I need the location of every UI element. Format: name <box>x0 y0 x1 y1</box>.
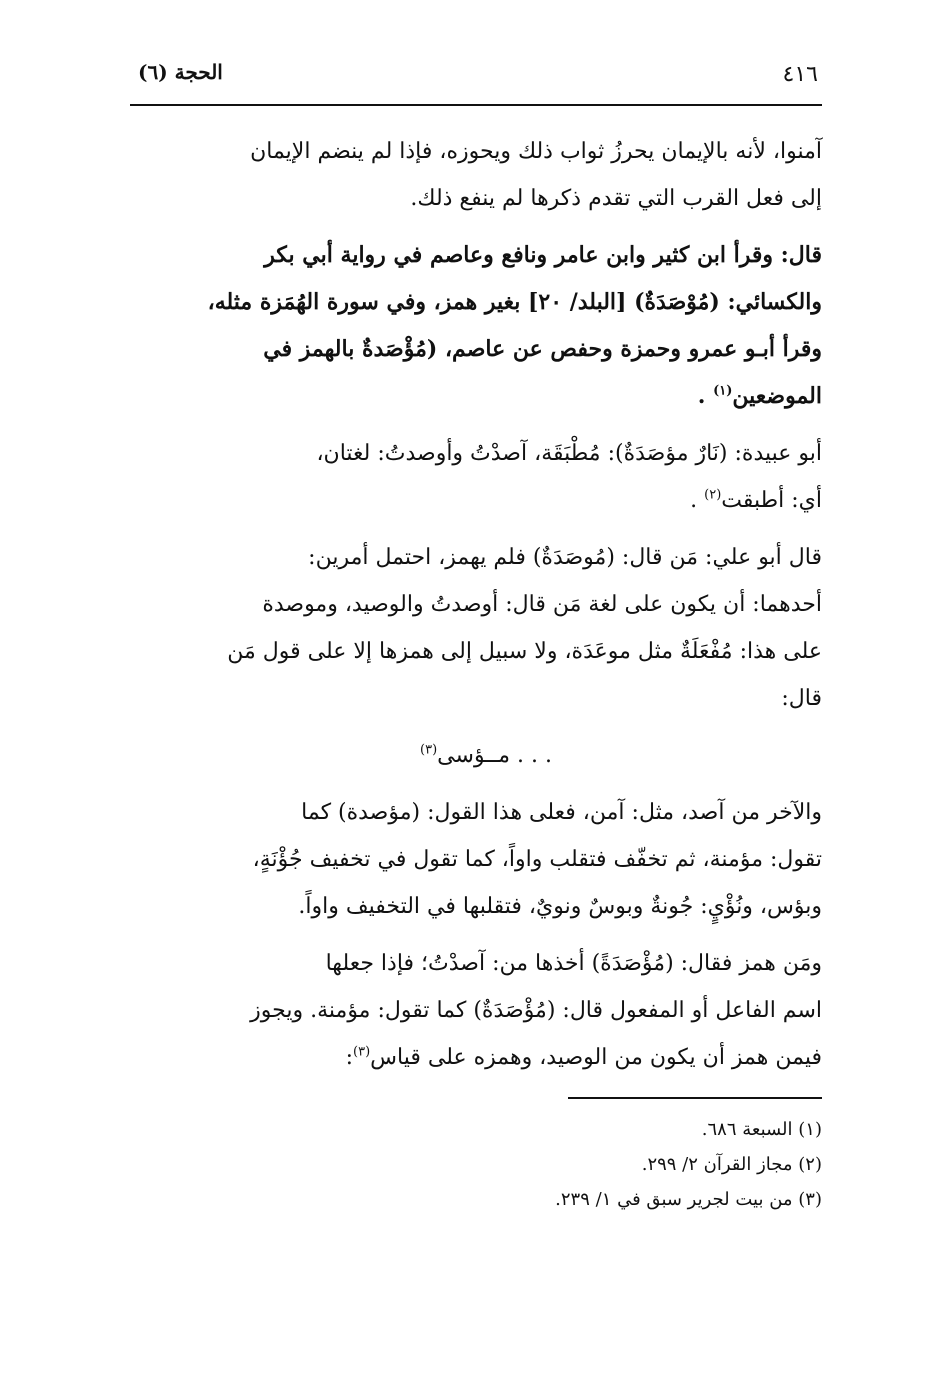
paragraph-bold <box>150 232 822 420</box>
text-line <box>150 1034 822 1081</box>
line-tail: : <box>345 1045 354 1070</box>
text-line: وقرأ أبـو عمرو وحمزة وحفص عن عاصم، (مُؤْصَدةٌ بالهمز في <box>263 336 822 362</box>
text-line: وبؤس، ونُؤْيٍ: جُونةٌ وبوسٌ ونويٌ، فتقلبها في التخفيف واواً. <box>298 894 822 919</box>
footnote-rule <box>568 1097 822 1099</box>
text-line: والكسائي: (مُوْصَدَةٌ) [البلد/ ٢٠] بغير همز، وفي سورة الهُمَزة مثله، <box>207 289 822 315</box>
page-number: ٤١٦ <box>782 62 818 87</box>
footnote: (٣) من بيت لجرير سبق في ١/ ٢٣٩. <box>555 1189 822 1210</box>
text-line: آمنوا، لأنه بالإيمان يحرزُ ثواب ذلك ويحوزه، فإذا لم ينضم الإيمان <box>250 139 822 164</box>
page-header <box>130 52 822 102</box>
text-line: تقول: مؤمنة، ثم تخفّف فتقلب واواً، كما تقول في تخفيف جُؤْنَةٍ، <box>252 847 822 872</box>
footnotes <box>322 1112 822 1217</box>
verse-quote <box>150 732 822 779</box>
line-text: أي: أطبقت <box>721 488 822 513</box>
header-rule <box>130 104 822 106</box>
text-line: أحدهما: أن يكون على لغة مَن قال: أوصدتُ والوصيد، وموصدة <box>262 592 822 617</box>
text-line: إلى فعل القرب التي تقدم ذكرها لم ينفع ذلك. <box>410 186 822 211</box>
text-line: قال: وقرأ ابن كثير وابن عامر ونافع وعاصم في رواية أبي بكر <box>264 242 822 268</box>
text-line: اسم الفاعل أو المفعول قال: (مُؤْصَدَةٌ) كما تقول: مؤمنة. ويجوز <box>250 998 822 1023</box>
line-tail: . <box>690 488 698 513</box>
text-line: قال: <box>781 686 822 711</box>
text-line: على هذا: مُفْعَلَةٌ مثل موعَدَة، ولا سبيل إلى همزها إلا على قول مَن <box>227 639 822 664</box>
footnote-ref: (٣) <box>420 742 438 758</box>
verse-text: . . . مــؤسى <box>437 743 552 768</box>
text-line <box>150 373 822 420</box>
text-line <box>150 477 822 524</box>
line-text: الموضعين <box>732 383 822 409</box>
footnote-ref: (٣) <box>353 1044 371 1060</box>
text-line: قال أبو علي: مَن قال: (مُوصَدَةٌ) فلم يهمز، احتمل أمرين: <box>308 545 822 570</box>
text-line: والآخر من آصد، مثل: آمن، فعلى هذا القول: (مؤصدة) كما <box>301 800 822 825</box>
footnote: (٢) مجاز القرآن ٢/ ٢٩٩. <box>641 1154 822 1175</box>
footnote-ref: (٢) <box>704 487 722 503</box>
paragraph <box>150 128 822 222</box>
footnote-ref: (١) <box>713 383 733 399</box>
paragraph <box>150 534 822 722</box>
running-title: الحجة (٦) <box>138 60 223 84</box>
text-line: أبو عبيدة: (نَارٌ مؤصَدَةٌ): مُطْبَقَة، آصدْتُ وأوصدتُ: لغتان، <box>316 441 822 466</box>
line-tail: . <box>697 383 706 409</box>
text-line: ومَن همز فقال: (مُؤْصَدَةً) أخذها من: آصدْتُ؛ فإذا جعلها <box>325 951 822 976</box>
footnote: (١) السبعة ٦٨٦. <box>701 1119 822 1140</box>
line-text: فيمن همز أن يكون من الوصيد، وهمزه على قياس <box>370 1045 822 1070</box>
paragraph <box>150 940 822 1081</box>
main-text <box>150 128 822 1091</box>
paragraph <box>150 430 822 524</box>
paragraph <box>150 789 822 930</box>
